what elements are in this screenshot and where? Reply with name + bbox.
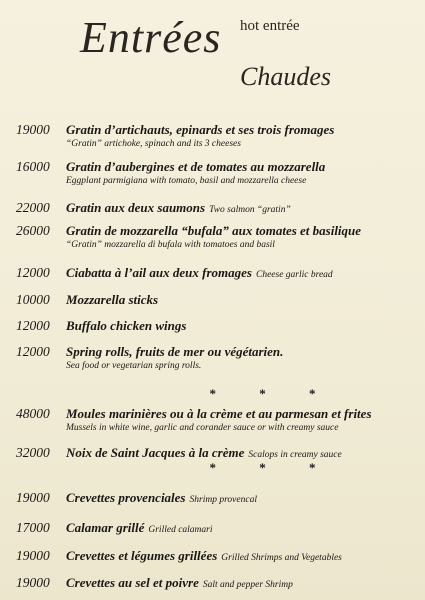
item-name: Ciabatta à l’ail aux deux fromages bbox=[66, 265, 252, 280]
menu-item bbox=[0, 520, 425, 538]
item-name: Gratin aux deux saumons bbox=[66, 200, 206, 215]
item-description: Scalops in creamy sauce bbox=[248, 450, 342, 460]
item-price: 16000 bbox=[16, 159, 50, 174]
item-name: Moules marinières ou à la crème et au parmesan et frites bbox=[66, 406, 372, 421]
item-description: Grilled calamari bbox=[148, 525, 213, 535]
item-description: Grilled Shrimps and Vegetables bbox=[221, 553, 342, 563]
item-price: 17000 bbox=[16, 520, 50, 535]
menu-item bbox=[0, 548, 425, 566]
item-name: Gratin de mozzarella “bufala” aux tomates et basilique bbox=[66, 223, 362, 238]
subtitle-hot-entree: hot entrée bbox=[240, 18, 300, 34]
menu-item bbox=[0, 122, 425, 150]
item-name: Mozzarella sticks bbox=[66, 292, 159, 307]
menu-item bbox=[0, 575, 425, 593]
item-price: 12000 bbox=[16, 318, 50, 333]
item-price: 22000 bbox=[16, 200, 50, 215]
item-name: Crevettes au sel et poivre bbox=[66, 575, 199, 590]
item-name: Noix de Saint Jacques à la crème bbox=[66, 445, 245, 460]
menu-item bbox=[0, 344, 425, 372]
menu-item bbox=[0, 265, 425, 283]
item-price: 10000 bbox=[16, 292, 50, 307]
item-description: Sea food or vegetarian spring rolls. bbox=[66, 361, 202, 371]
item-price: 19000 bbox=[16, 490, 50, 505]
menu-item bbox=[0, 159, 425, 187]
item-description: “Gratin” mozzarella di bufala with tomatoes and basil bbox=[66, 240, 275, 250]
title-entrees: Entrées bbox=[80, 13, 222, 62]
item-name: Gratin d’aubergines et de tomates au mozzarella bbox=[66, 159, 326, 174]
item-name: Buffalo chicken wings bbox=[66, 318, 187, 333]
item-description: “Gratin” artichoke, spinach and its 3 cheeses bbox=[66, 139, 241, 149]
item-description: Mussels in white wine, garlic and corander sauce or with creamy sauce bbox=[66, 423, 339, 433]
item-name: Gratin d’artichauts, epinards et ses trois fromages bbox=[66, 122, 335, 137]
section-separator: * * * bbox=[209, 386, 336, 401]
item-price: 12000 bbox=[16, 265, 50, 280]
item-price: 19000 bbox=[16, 575, 50, 590]
menu-item bbox=[0, 406, 425, 434]
item-price: 26000 bbox=[16, 223, 50, 238]
item-description: Cheese garlic bread bbox=[255, 270, 333, 280]
section-separator: * * * bbox=[209, 460, 336, 475]
item-price: 19000 bbox=[16, 122, 50, 137]
menu-item bbox=[0, 292, 425, 308]
item-name: Crevettes provenciales bbox=[66, 490, 186, 505]
item-price: 12000 bbox=[16, 344, 50, 359]
menu-item bbox=[0, 223, 425, 251]
menu-item bbox=[0, 318, 425, 334]
item-name: Spring rolls, fruits de mer ou végétarien. bbox=[66, 344, 284, 359]
item-description: Salt and pepper Shrimp bbox=[202, 580, 293, 590]
menu-item bbox=[0, 490, 425, 508]
title-chaudes: Chaudes bbox=[240, 62, 331, 91]
item-price: 32000 bbox=[16, 445, 50, 460]
menu-item bbox=[0, 200, 425, 218]
item-name: Calamar grillé bbox=[66, 520, 145, 535]
item-description: Two salmon “gratin” bbox=[209, 205, 291, 215]
item-price: 48000 bbox=[16, 406, 50, 421]
item-description: Eggplant parmigiana with tomato, basil and mozzarella cheese bbox=[66, 176, 307, 186]
item-name: Crevettes et légumes grillées bbox=[66, 548, 218, 563]
item-description: Shrimp provencal bbox=[189, 495, 257, 505]
item-price: 19000 bbox=[16, 548, 50, 563]
